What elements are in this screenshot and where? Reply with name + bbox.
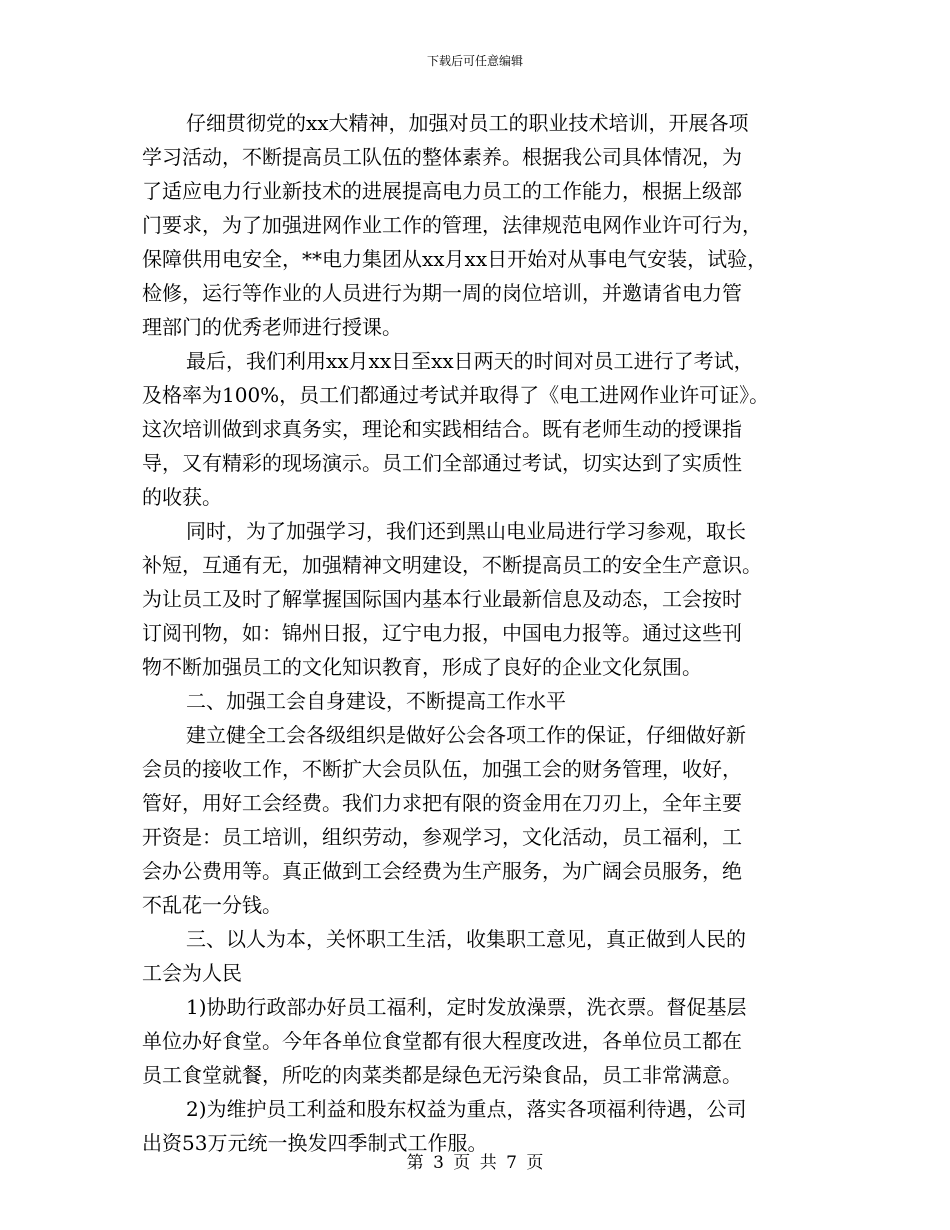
- section-heading: 工会为人民: [142, 961, 242, 985]
- text-line: 检修，运行等作业的人员进行为期一周的岗位培训，并邀请省电力管: [142, 281, 742, 305]
- text-line: 的收获。: [142, 485, 222, 509]
- text-line: 管好，用好工会经费。我们力求把有限的资金用在刀刃上，全年主要: [142, 791, 742, 815]
- text-line: 1)协助行政部办好员工福利，定时发放澡票，洗衣票。督促基层: [186, 995, 747, 1019]
- text-line: 了适应电力行业新技术的进展提高电力员工的工作能力，根据上级部: [142, 179, 742, 203]
- text-line: 补短，互通有无，加强精神文明建设，不断提高员工的安全生产意识。: [142, 553, 762, 577]
- text-line: 导，又有精彩的现场演示。员工们全部通过考试，切实达到了实质性: [142, 451, 742, 475]
- text-line: 为让员工及时了解掌握国际国内基本行业最新信息及动态，工会按时: [142, 587, 742, 611]
- text-line: 订阅刊物，如：锦州日报，辽宁电力报，中国电力报等。通过这些刊: [142, 621, 742, 645]
- page-number: 第 3 页 共 7 页: [406, 1153, 544, 1173]
- text-line: 学习活动，不断提高员工队伍的整体素养。根据我公司具体情况，为: [142, 145, 742, 169]
- text-line: 这次培训做到求真务实，理论和实践相结合。既有老师生动的授课指: [142, 417, 742, 441]
- text-line: 开资是：员工培训，组织劳动，参观学习，文化活动，员工福利，工: [142, 825, 742, 849]
- text-line: 保障供用电安全，**电力集团从xx月xx日开始对从事电气安装，试验，: [142, 247, 768, 271]
- text-line: 理部门的优秀老师进行授课。: [142, 315, 402, 339]
- section-heading: 三、以人为本，关怀职工生活，收集职工意见，真正做到人民的: [186, 927, 746, 951]
- section-heading: 二、加强工会自身建设，不断提高工作水平: [186, 689, 566, 713]
- text-line: 门要求，为了加强进网作业工作的管理，法律规范电网作业许可行为，: [142, 213, 762, 237]
- text-line: 会员的接收工作，不断扩大会员队伍，加强工会的财务管理，收好，: [142, 757, 742, 781]
- text-line: 2)为维护员工利益和股东权益为重点，落实各项福利待遇，公司: [186, 1097, 747, 1121]
- page-header: 下载后可任意编辑: [426, 54, 523, 68]
- text-line: 同时，为了加强学习，我们还到黑山电业局进行学习参观，取长: [186, 519, 746, 543]
- text-line: 及格率为100%，员工们都通过考试并取得了《电工进网作业许可证》。: [142, 383, 770, 407]
- text-line: 不乱花一分钱。: [142, 893, 282, 917]
- text-line: 出资53万元统一换发四季制式工作服。: [142, 1131, 488, 1155]
- text-line: 物不断加强员工的文化知识教育，形成了良好的企业文化氛围。: [142, 655, 702, 679]
- text-line: 最后，我们利用xx月xx日至xx日两天的时间对员工进行了考试，: [186, 349, 754, 373]
- text-line: 单位办好食堂。今年各单位食堂都有很大程度改进，各单位员工都在: [142, 1029, 742, 1053]
- text-line: 建立健全工会各级组织是做好公会各项工作的保证，仔细做好新: [186, 723, 746, 747]
- document-body: [142, 106, 822, 1160]
- text-line: 会办公费用等。真正做到工会经费为生产服务，为广阔会员服务，绝: [142, 859, 742, 883]
- text-line: 仔细贯彻党的xx大精神，加强对员工的职业技术培训，开展各项: [186, 111, 749, 135]
- text-line: 员工食堂就餐，所吃的肉菜类都是绿色无污染食品，员工非常满意。: [142, 1063, 742, 1087]
